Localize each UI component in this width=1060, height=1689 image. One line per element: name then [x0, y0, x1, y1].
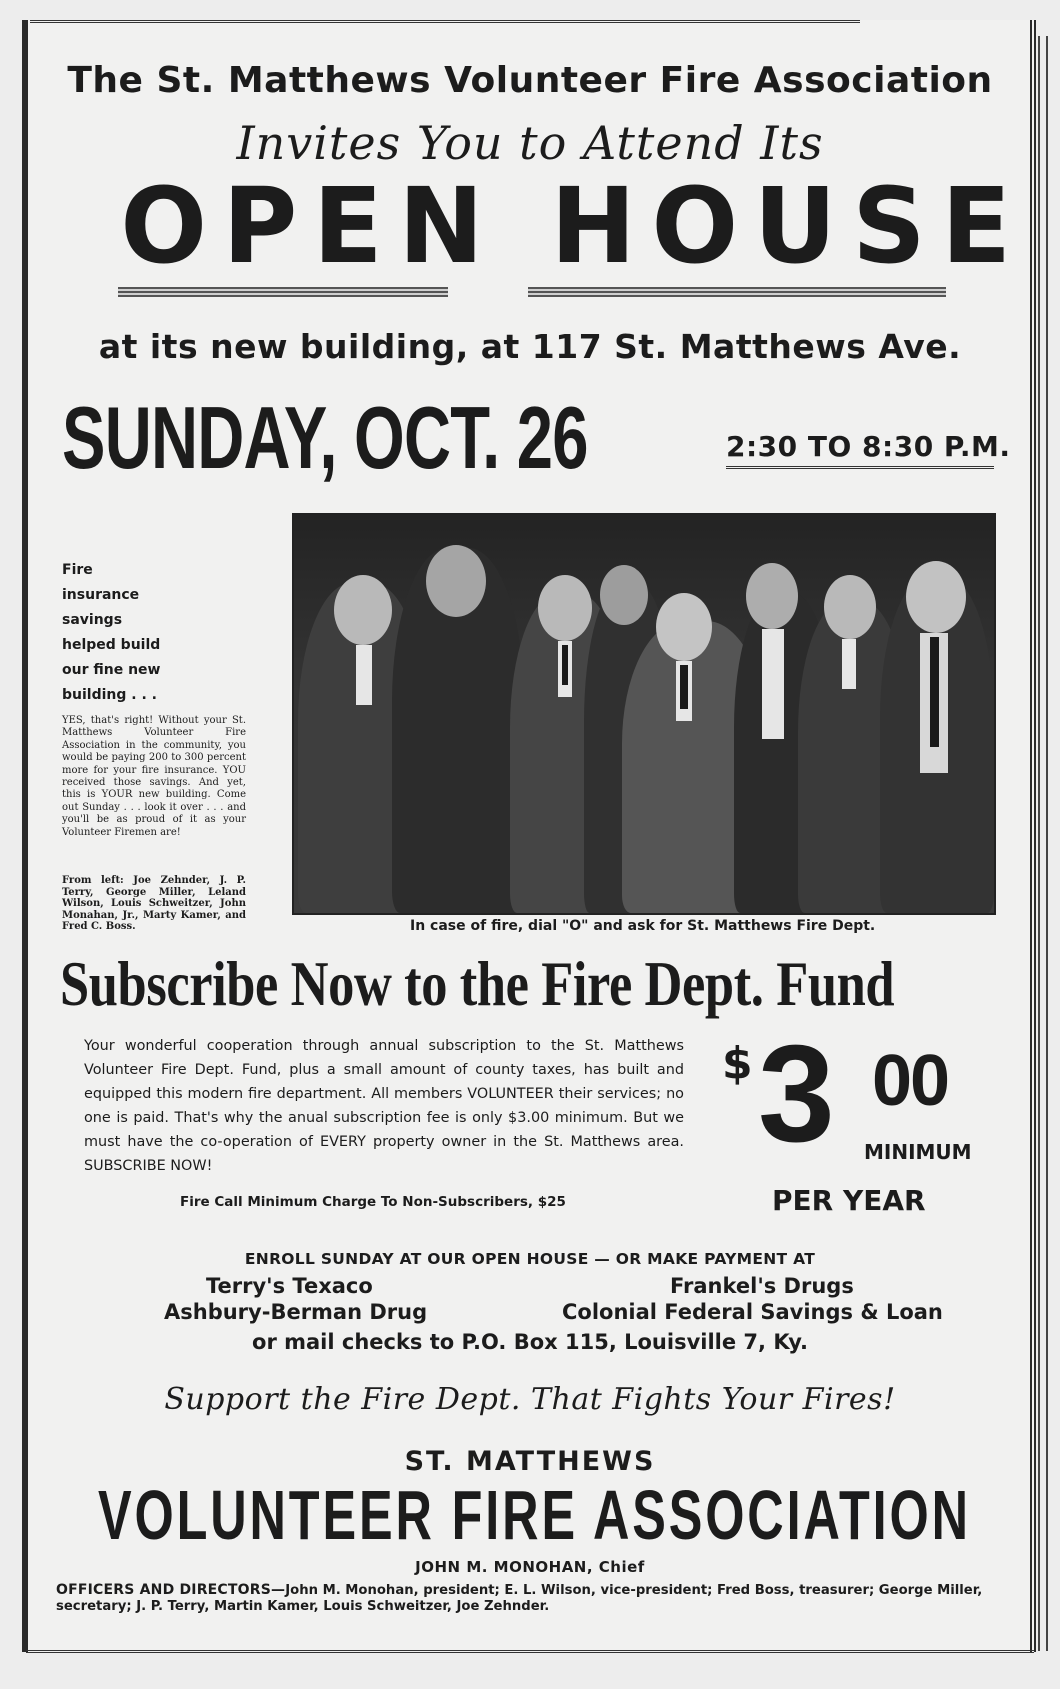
- bottom-border-rule: [26, 1650, 1034, 1657]
- sidebar-headline-line: our fine new: [62, 662, 161, 678]
- headline-underline-right: [528, 287, 946, 297]
- officers-names: John M. Monohan, president; E. L. Wilson, vice-president; Fred Boss, treasurer; George Miller, secretary; J. P. Terry, Martin Kamer, Louis Schweitzer, Joe Zehnder.: [56, 1583, 983, 1614]
- person-head: [906, 561, 966, 633]
- sidebar-headline: [62, 558, 212, 708]
- enroll-heading: ENROLL SUNDAY AT OUR OPEN HOUSE — OR MAKE PAYMENT AT: [244, 1250, 816, 1268]
- photo-caption: In case of fire, dial "O" and ask for St. Matthews Fire Dept.: [410, 918, 876, 934]
- payment-location: Ashbury-Berman Drug: [164, 1300, 428, 1324]
- event-time: 2:30 TO 8:30 P.M.: [726, 430, 1011, 463]
- non-subscriber-charge: Fire Call Minimum Charge To Non-Subscribers, $25: [180, 1194, 566, 1210]
- sidebar-headline-line: building . . .: [62, 687, 157, 703]
- payment-location: Colonial Federal Savings & Loan: [562, 1300, 943, 1324]
- necktie: [930, 637, 939, 747]
- price-minimum-label: MINIMUM: [864, 1140, 972, 1164]
- officers-label: OFFICERS AND DIRECTORS—: [56, 1582, 286, 1598]
- event-address: at its new building, at 117 St. Matthews Ave.: [98, 327, 962, 366]
- price-dollars: 3: [758, 1017, 829, 1171]
- necktie: [680, 665, 688, 709]
- sidebar-headline-line: insurance: [62, 587, 140, 603]
- org-title: The St. Matthews Volunteer Fire Association: [67, 60, 993, 101]
- officers-list: [56, 1582, 994, 1615]
- open-house-headline: OPEN HOUSE: [120, 165, 1027, 287]
- price-cents: 00: [872, 1041, 949, 1121]
- sidebar-headline-line: savings: [62, 612, 123, 628]
- person-head: [824, 575, 876, 639]
- invitation-line: Invites You to Attend Its: [236, 116, 824, 170]
- org-name-line2: VOLUNTEER FIRE ASSOCIATION: [98, 1476, 971, 1554]
- payment-location: Frankel's Drugs: [670, 1274, 854, 1298]
- top-border-rule: [30, 20, 860, 28]
- chief-name: JOHN M. MONOHAN, Chief: [415, 1558, 645, 1576]
- subscribe-headline: Subscribe Now to the Fire Dept. Fund: [60, 948, 895, 1019]
- time-underline: [726, 466, 994, 474]
- person-head: [426, 545, 486, 617]
- shirt-front: [762, 629, 784, 739]
- event-date: SUNDAY, OCT. 26: [62, 388, 588, 487]
- price-dollar-sign: $: [722, 1038, 753, 1089]
- person-head: [746, 563, 798, 629]
- person-head: [600, 565, 648, 625]
- shirt-front: [842, 639, 856, 689]
- sidebar-headline-line: helped build: [62, 637, 161, 653]
- person-head: [538, 575, 592, 641]
- mail-instructions: or mail checks to P.O. Box 115, Louisville 7, Ky.: [252, 1330, 808, 1354]
- org-name-line1: ST. MATTHEWS: [404, 1446, 656, 1477]
- person-head: [334, 575, 392, 645]
- payment-location: Terry's Texaco: [206, 1274, 373, 1298]
- sidebar-headline-line: Fire: [62, 562, 93, 578]
- price-per-year-label: PER YEAR: [772, 1184, 926, 1217]
- support-slogan: Support the Fire Dept. That Fights Your Fires!: [164, 1382, 896, 1417]
- firemen-group-photo: [292, 513, 996, 915]
- photo-credit: From left: Joe Zehnder, J. P. Terry, George Miller, Leland Wilson, Louis Schweitzer, John Monahan, Jr., Marty Kamer, and Fred C. Boss.: [62, 875, 246, 933]
- headline-underline-left: [118, 287, 448, 297]
- person-head: [656, 593, 712, 661]
- shirt-front: [356, 645, 372, 705]
- necktie: [562, 645, 568, 685]
- subscription-body: Your wonderful cooperation through annual subscription to the St. Matthews Volunteer Fire Dept. Fund, plus a small amount of county taxes, has built and equipped this modern fire department. All members VOLUNTEER their services; no one is paid. That's why the anual subscription fee is only $3.00 minimum. But we must have the co-operation of EVERY property owner in the St. Matthews area. SUBSCRIBE NOW!: [84, 1038, 684, 1174]
- sidebar-body: YES, that's right! Without your St. Matthews Volunteer Fire Association in the community, you would be paying 200 to 300 percent more for your fire insurance. YOU received those savings. And yet, this is YOUR new building. Come out Sunday . . . look it over . . . and you'll be as proud of it as your Volunteer Firemen are!: [62, 715, 246, 838]
